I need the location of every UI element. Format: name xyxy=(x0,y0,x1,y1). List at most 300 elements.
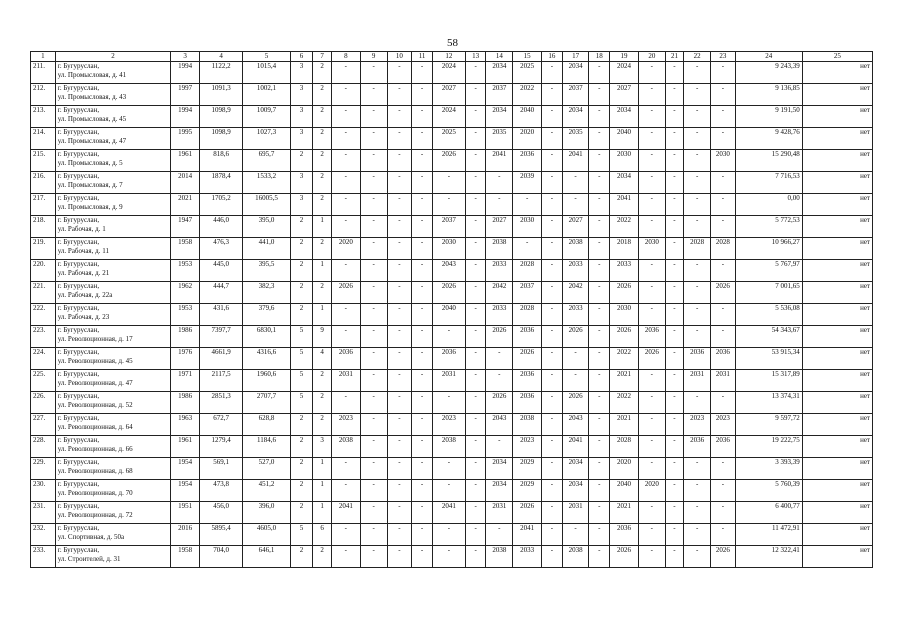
data-cell: - xyxy=(465,216,486,238)
data-cell: - xyxy=(589,480,610,502)
data-cell: нет xyxy=(802,128,872,150)
data-cell: нет xyxy=(802,502,872,524)
data-cell: - xyxy=(465,194,486,216)
data-cell: 2023 xyxy=(684,414,711,436)
data-cell: 1971 xyxy=(171,370,200,392)
data-cell: 569,1 xyxy=(200,458,243,480)
data-cell: 2031 xyxy=(331,370,360,392)
data-cell: 2040 xyxy=(610,480,639,502)
data-cell: 2040 xyxy=(432,304,465,326)
row-number: 216. xyxy=(31,172,56,194)
address-cell xyxy=(55,304,170,326)
data-cell: - xyxy=(412,326,433,348)
data-cell: - xyxy=(465,106,486,128)
address-cell xyxy=(55,502,170,524)
data-cell: 2022 xyxy=(610,348,639,370)
data-cell: 9 xyxy=(313,326,332,348)
address-street: ул. Рабочая, д. 21 xyxy=(57,268,110,277)
data-cell: - xyxy=(465,62,486,84)
data-cell: - xyxy=(711,304,736,326)
address-street: ул. Строителей, д. 31 xyxy=(57,554,121,563)
data-cell: 2 xyxy=(313,370,332,392)
data-cell: 473,8 xyxy=(200,480,243,502)
data-cell: - xyxy=(684,282,711,304)
data-cell: - xyxy=(542,84,563,106)
row-number: 226. xyxy=(31,392,56,414)
data-cell: 2117,5 xyxy=(200,370,243,392)
data-cell: - xyxy=(412,392,433,414)
data-cell: - xyxy=(589,194,610,216)
data-cell: 1960,6 xyxy=(243,370,290,392)
data-cell: 1958 xyxy=(171,238,200,260)
data-cell: 3 xyxy=(290,106,313,128)
data-cell: 2034 xyxy=(562,480,589,502)
data-cell: нет xyxy=(802,150,872,172)
data-cell: нет xyxy=(802,106,872,128)
data-cell: 2040 xyxy=(610,128,639,150)
data-cell: - xyxy=(387,480,412,502)
address-city: г. Бугуруслан, xyxy=(57,524,100,532)
data-cell: 2033 xyxy=(610,260,639,282)
row-number: 223. xyxy=(31,326,56,348)
data-cell: нет xyxy=(802,436,872,458)
data-cell: - xyxy=(589,238,610,260)
data-cell: - xyxy=(412,414,433,436)
data-cell: 3 xyxy=(313,436,332,458)
data-cell: 2020 xyxy=(331,238,360,260)
address-street: ул. Революционная, д. 64 xyxy=(57,422,133,431)
data-cell: 2033 xyxy=(486,304,513,326)
data-cell: - xyxy=(387,392,412,414)
data-cell: - xyxy=(432,546,465,568)
data-cell: - xyxy=(360,194,387,216)
data-cell: - xyxy=(684,326,711,348)
address-street: ул. Спортивная, д. 50а xyxy=(57,532,125,541)
data-cell: - xyxy=(665,326,684,348)
data-cell: - xyxy=(486,370,513,392)
data-cell: - xyxy=(465,128,486,150)
data-cell: - xyxy=(684,194,711,216)
address-city: г. Бугуруслан, xyxy=(57,84,100,92)
data-cell: нет xyxy=(802,524,872,546)
data-cell: - xyxy=(412,436,433,458)
data-cell: 5 760,39 xyxy=(735,480,802,502)
column-number: 14 xyxy=(486,52,513,62)
data-cell: - xyxy=(465,480,486,502)
data-cell: 2038 xyxy=(562,546,589,568)
data-cell: - xyxy=(665,150,684,172)
data-cell: - xyxy=(711,260,736,282)
data-cell: - xyxy=(562,370,589,392)
data-cell: 2023 xyxy=(513,436,542,458)
data-cell: 451,2 xyxy=(243,480,290,502)
data-cell: - xyxy=(711,502,736,524)
address-cell xyxy=(55,436,170,458)
data-cell: 1027,3 xyxy=(243,128,290,150)
address-cell xyxy=(55,546,170,568)
data-cell: 2031 xyxy=(684,370,711,392)
data-cell: 2033 xyxy=(562,260,589,282)
table-row xyxy=(31,282,873,304)
data-cell: - xyxy=(387,194,412,216)
data-cell: - xyxy=(412,62,433,84)
data-cell: 2 xyxy=(313,238,332,260)
data-cell: 1015,4 xyxy=(243,62,290,84)
column-number: 7 xyxy=(313,52,332,62)
address-cell xyxy=(55,458,170,480)
data-cell: - xyxy=(542,106,563,128)
data-cell: - xyxy=(589,546,610,568)
data-cell: 5 xyxy=(290,370,313,392)
data-cell: 2026 xyxy=(513,502,542,524)
data-cell: - xyxy=(387,260,412,282)
table-row xyxy=(31,216,873,238)
data-cell: 1954 xyxy=(171,458,200,480)
data-cell: - xyxy=(665,502,684,524)
column-number: 17 xyxy=(562,52,589,62)
table-row xyxy=(31,194,873,216)
column-number: 3 xyxy=(171,52,200,62)
data-cell: нет xyxy=(802,458,872,480)
data-cell: 2 xyxy=(313,150,332,172)
address-street: ул. Промысловая, д. 47 xyxy=(57,136,127,145)
data-cell: - xyxy=(589,106,610,128)
data-cell: - xyxy=(684,128,711,150)
data-cell: 1947 xyxy=(171,216,200,238)
data-cell: 818,6 xyxy=(200,150,243,172)
address-cell xyxy=(55,84,170,106)
data-cell: 2034 xyxy=(562,62,589,84)
data-cell: 2024 xyxy=(432,62,465,84)
data-cell: 2038 xyxy=(331,436,360,458)
data-cell: 19 222,75 xyxy=(735,436,802,458)
data-cell: нет xyxy=(802,480,872,502)
address-street: ул. Рабочая, д. 11 xyxy=(57,246,109,255)
address-city: г. Бугуруслан, xyxy=(57,238,100,246)
data-cell: 2042 xyxy=(486,282,513,304)
data-cell: 9 191,50 xyxy=(735,106,802,128)
data-cell: - xyxy=(589,128,610,150)
address-street: ул. Революционная, д. 45 xyxy=(57,356,133,365)
data-cell: - xyxy=(542,172,563,194)
row-number: 217. xyxy=(31,194,56,216)
data-cell: 2 xyxy=(313,282,332,304)
data-cell: - xyxy=(589,260,610,282)
data-cell: - xyxy=(465,370,486,392)
data-cell: нет xyxy=(802,414,872,436)
data-cell: 2 xyxy=(313,194,332,216)
table-row xyxy=(31,348,873,370)
address-city: г. Бугуруслан, xyxy=(57,458,100,466)
data-cell: 2042 xyxy=(562,282,589,304)
column-number: 9 xyxy=(360,52,387,62)
data-cell: 2026 xyxy=(610,326,639,348)
data-cell: - xyxy=(638,458,665,480)
data-cell: - xyxy=(665,392,684,414)
data-cell: - xyxy=(412,304,433,326)
data-cell: 1953 xyxy=(171,304,200,326)
table-row xyxy=(31,260,873,282)
data-cell: 1878,4 xyxy=(200,172,243,194)
data-cell: - xyxy=(589,84,610,106)
data-cell: 2027 xyxy=(610,84,639,106)
data-cell: 3 xyxy=(290,172,313,194)
column-number: 22 xyxy=(684,52,711,62)
data-cell: 2024 xyxy=(432,106,465,128)
data-cell: - xyxy=(684,524,711,546)
data-cell: - xyxy=(331,326,360,348)
data-cell: - xyxy=(465,238,486,260)
data-cell: - xyxy=(589,414,610,436)
address-city: г. Бугуруслан, xyxy=(57,172,100,180)
data-cell: - xyxy=(387,106,412,128)
address-city: г. Бугуруслан, xyxy=(57,546,100,554)
data-cell: - xyxy=(412,348,433,370)
data-cell: - xyxy=(331,260,360,282)
data-cell: 2 xyxy=(290,260,313,282)
data-cell: - xyxy=(589,216,610,238)
data-cell: - xyxy=(360,238,387,260)
table-row xyxy=(31,84,873,106)
data-cell: - xyxy=(360,282,387,304)
data-cell: 2034 xyxy=(486,480,513,502)
data-cell: - xyxy=(665,238,684,260)
data-cell: 2037 xyxy=(513,282,542,304)
data-cell: 2030 xyxy=(610,150,639,172)
row-number: 220. xyxy=(31,260,56,282)
data-cell: - xyxy=(360,348,387,370)
address-cell xyxy=(55,392,170,414)
row-number: 218. xyxy=(31,216,56,238)
data-cell: - xyxy=(638,62,665,84)
data-cell: - xyxy=(711,326,736,348)
data-cell: - xyxy=(638,282,665,304)
data-cell: - xyxy=(542,546,563,568)
data-cell: 2023 xyxy=(432,414,465,436)
data-cell: - xyxy=(387,370,412,392)
data-cell: - xyxy=(387,326,412,348)
data-cell: 2 xyxy=(290,282,313,304)
data-cell: - xyxy=(665,260,684,282)
data-cell: - xyxy=(360,392,387,414)
data-cell: 2036 xyxy=(513,370,542,392)
data-cell: - xyxy=(542,62,563,84)
data-cell: 2 xyxy=(290,480,313,502)
column-number: 24 xyxy=(735,52,802,62)
data-cell: 395,5 xyxy=(243,260,290,282)
data-cell: 2 xyxy=(290,502,313,524)
data-cell: 1279,4 xyxy=(200,436,243,458)
data-cell: 2026 xyxy=(486,392,513,414)
data-cell: 2 xyxy=(290,546,313,568)
data-cell: 3 393,39 xyxy=(735,458,802,480)
data-cell: 5 xyxy=(290,326,313,348)
data-cell: - xyxy=(360,84,387,106)
data-cell: 456,0 xyxy=(200,502,243,524)
data-cell: 704,0 xyxy=(200,546,243,568)
data-cell: - xyxy=(665,216,684,238)
data-cell: - xyxy=(387,458,412,480)
data-cell: 2036 xyxy=(684,348,711,370)
data-cell: 1958 xyxy=(171,546,200,568)
data-cell: 2038 xyxy=(562,238,589,260)
data-cell: - xyxy=(465,304,486,326)
data-cell: - xyxy=(360,414,387,436)
data-cell: - xyxy=(665,106,684,128)
row-number: 225. xyxy=(31,370,56,392)
data-cell: 2026 xyxy=(711,546,736,568)
data-cell: 2033 xyxy=(513,546,542,568)
data-cell: 1705,2 xyxy=(200,194,243,216)
data-cell: 695,7 xyxy=(243,150,290,172)
column-number: 8 xyxy=(331,52,360,62)
data-cell: - xyxy=(665,62,684,84)
address-street: ул. Революционная, д. 70 xyxy=(57,488,133,497)
table-row xyxy=(31,414,873,436)
data-cell: 2037 xyxy=(432,216,465,238)
data-cell: 1997 xyxy=(171,84,200,106)
data-cell: - xyxy=(360,62,387,84)
data-cell: - xyxy=(412,458,433,480)
data-cell: 3 xyxy=(290,128,313,150)
data-cell: - xyxy=(360,172,387,194)
data-cell: 2026 xyxy=(610,546,639,568)
address-cell xyxy=(55,172,170,194)
data-cell: нет xyxy=(802,62,872,84)
data-cell: 2033 xyxy=(486,260,513,282)
data-cell: 2041 xyxy=(610,194,639,216)
data-cell: - xyxy=(638,546,665,568)
data-cell: - xyxy=(711,84,736,106)
data-cell: - xyxy=(542,392,563,414)
data-cell: 9 136,85 xyxy=(735,84,802,106)
data-cell: нет xyxy=(802,370,872,392)
column-number: 21 xyxy=(665,52,684,62)
data-cell: - xyxy=(684,458,711,480)
data-cell: - xyxy=(665,414,684,436)
data-cell: - xyxy=(542,524,563,546)
data-cell: 2025 xyxy=(432,128,465,150)
data-cell: - xyxy=(665,436,684,458)
data-cell: 2036 xyxy=(610,524,639,546)
table-row xyxy=(31,150,873,172)
data-cell: 2024 xyxy=(610,62,639,84)
data-cell: - xyxy=(412,84,433,106)
table-row xyxy=(31,326,873,348)
table-row xyxy=(31,106,873,128)
data-cell: - xyxy=(665,370,684,392)
data-cell: - xyxy=(542,436,563,458)
data-cell: 2021 xyxy=(610,502,639,524)
data-cell: 2028 xyxy=(513,304,542,326)
address-city: г. Бугуруслан, xyxy=(57,128,100,136)
row-number: 213. xyxy=(31,106,56,128)
data-cell: 1122,2 xyxy=(200,62,243,84)
row-number: 212. xyxy=(31,84,56,106)
data-cell: - xyxy=(638,84,665,106)
address-cell xyxy=(55,150,170,172)
data-cell: 5 767,97 xyxy=(735,260,802,282)
data-cell: 2026 xyxy=(562,326,589,348)
table-row xyxy=(31,546,873,568)
data-cell: 2033 xyxy=(562,304,589,326)
address-cell xyxy=(55,128,170,150)
data-cell: - xyxy=(638,436,665,458)
address-cell xyxy=(55,370,170,392)
data-cell: 2 xyxy=(290,414,313,436)
data-cell: - xyxy=(542,370,563,392)
data-cell: 10 966,27 xyxy=(735,238,802,260)
data-cell: 2035 xyxy=(562,128,589,150)
data-cell: нет xyxy=(802,326,872,348)
data-cell: 2026 xyxy=(638,348,665,370)
data-cell: 2028 xyxy=(711,238,736,260)
data-cell: нет xyxy=(802,392,872,414)
address-city: г. Бугуруслан, xyxy=(57,282,100,290)
table-row xyxy=(31,370,873,392)
data-cell: - xyxy=(542,238,563,260)
data-cell: - xyxy=(465,172,486,194)
column-number: 5 xyxy=(243,52,290,62)
data-cell: - xyxy=(711,62,736,84)
address-street: ул. Промысловая, д. 5 xyxy=(57,158,123,167)
data-cell: 1 xyxy=(313,216,332,238)
address-city: г. Бугуруслан, xyxy=(57,260,100,268)
data-cell: - xyxy=(465,392,486,414)
data-cell: - xyxy=(432,524,465,546)
table-row xyxy=(31,392,873,414)
row-number: 224. xyxy=(31,348,56,370)
data-cell: 2034 xyxy=(486,106,513,128)
data-cell: - xyxy=(638,172,665,194)
data-cell: - xyxy=(387,282,412,304)
data-cell: 2043 xyxy=(562,414,589,436)
row-number: 219. xyxy=(31,238,56,260)
data-cell: - xyxy=(665,282,684,304)
row-number: 214. xyxy=(31,128,56,150)
address-street: ул. Рабочая, д. 23 xyxy=(57,312,110,321)
data-cell: - xyxy=(331,172,360,194)
data-cell: - xyxy=(465,502,486,524)
data-cell: 2037 xyxy=(486,84,513,106)
data-cell: - xyxy=(465,436,486,458)
data-cell: 2036 xyxy=(684,436,711,458)
data-cell: 2034 xyxy=(610,172,639,194)
data-cell: - xyxy=(711,216,736,238)
data-cell: 2036 xyxy=(432,348,465,370)
data-cell: - xyxy=(331,216,360,238)
data-cell: - xyxy=(589,458,610,480)
data-cell: 3 xyxy=(290,194,313,216)
data-cell: - xyxy=(665,84,684,106)
data-cell: нет xyxy=(802,282,872,304)
address-city: г. Бугуруслан, xyxy=(57,62,100,70)
data-cell: - xyxy=(486,524,513,546)
data-cell: - xyxy=(465,524,486,546)
data-cell: - xyxy=(465,150,486,172)
data-cell: 2 xyxy=(313,62,332,84)
data-cell: 2041 xyxy=(562,436,589,458)
data-cell: - xyxy=(638,392,665,414)
data-cell: нет xyxy=(802,546,872,568)
data-cell: 395,0 xyxy=(243,216,290,238)
data-cell: - xyxy=(412,106,433,128)
column-number-row xyxy=(31,52,873,62)
data-cell: 4605,0 xyxy=(243,524,290,546)
data-cell: - xyxy=(684,260,711,282)
data-cell: 11 472,91 xyxy=(735,524,802,546)
data-cell: - xyxy=(387,546,412,568)
